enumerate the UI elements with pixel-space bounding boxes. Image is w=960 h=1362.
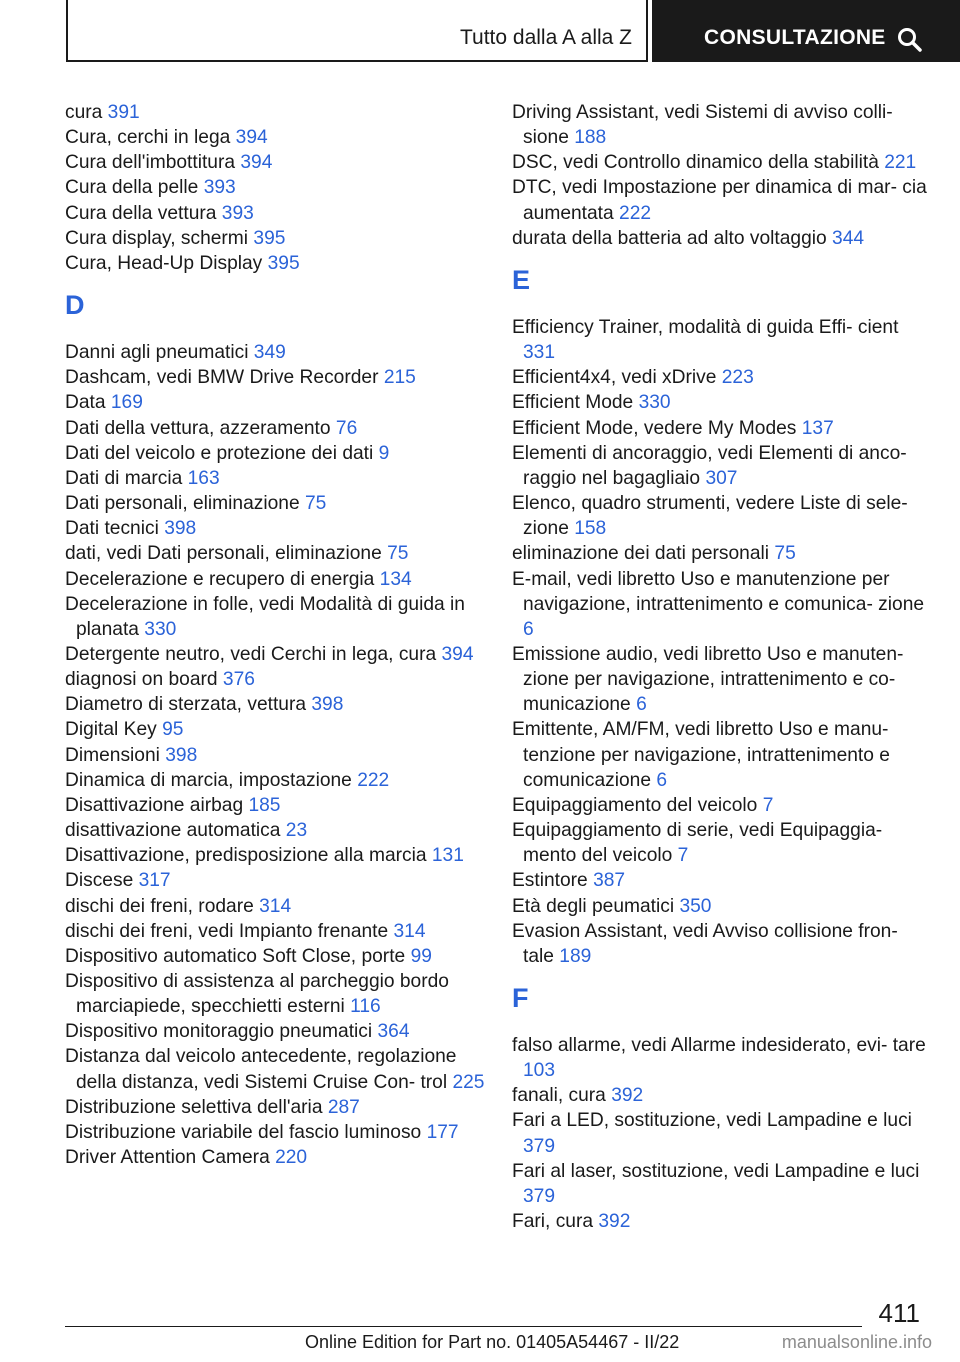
- entry-term: dati, vedi Dati personali, eliminazione: [65, 543, 382, 565]
- page-link[interactable]: 222: [357, 769, 390, 791]
- index-entry: [65, 1044, 485, 1094]
- section-title-box: [66, 0, 648, 62]
- index-entry: [512, 642, 932, 717]
- index-entry: [512, 1159, 932, 1209]
- index-entry: [512, 567, 932, 642]
- footer-divider: [65, 1326, 862, 1327]
- page-link[interactable]: 6: [636, 694, 647, 716]
- page-link[interactable]: 158: [574, 518, 607, 540]
- page-link[interactable]: 215: [383, 367, 416, 389]
- index-entry: [65, 1120, 485, 1145]
- page-link[interactable]: 188: [574, 127, 607, 149]
- page-link[interactable]: 314: [393, 920, 426, 942]
- entry-term: Disattivazione airbag: [65, 794, 244, 816]
- page-link[interactable]: 394: [235, 127, 268, 149]
- page-link[interactable]: 99: [410, 945, 432, 967]
- entry-term: Fari a LED, sostituzione, vedi Lampadine e luci: [512, 1110, 912, 1132]
- index-entry: [512, 1033, 932, 1083]
- entry-term: Decelerazione in folle, vedi Modalità di guida in planata: [65, 593, 465, 640]
- page-link[interactable]: 392: [611, 1085, 644, 1107]
- page-link[interactable]: 75: [387, 543, 409, 565]
- index-entry: [65, 743, 485, 768]
- entry-term: Dispositivo di assistenza al parcheggio bordo marciapiede, specchietti esterni: [65, 971, 449, 1018]
- index-entry: [512, 1209, 932, 1234]
- index-entry: [512, 491, 932, 541]
- page-link[interactable]: 395: [253, 227, 286, 249]
- index-entry: [65, 1145, 485, 1170]
- page-link[interactable]: 393: [221, 202, 254, 224]
- index-entry: [65, 416, 485, 441]
- entry-term: Disattivazione, predisposizione alla marcia: [65, 845, 427, 867]
- index-entry: [65, 365, 485, 390]
- index-entry: [65, 793, 485, 818]
- index-entry: [65, 516, 485, 541]
- index-entry: [65, 667, 485, 692]
- index-entry: [512, 541, 932, 566]
- index-entry: [65, 818, 485, 843]
- index-entry: [512, 441, 932, 491]
- index-entry: [512, 150, 932, 175]
- entry-term: Dispositivo monitoraggio pneumatici: [65, 1021, 373, 1043]
- entry-term: Detergente neutro, vedi Cerchi in lega, cura: [65, 643, 437, 665]
- page-link[interactable]: 220: [275, 1147, 308, 1169]
- index-entry: [512, 919, 932, 969]
- entry-term: Distribuzione variabile del fascio luminoso: [65, 1121, 422, 1143]
- page-link[interactable]: 393: [203, 177, 236, 199]
- index-entry: [65, 340, 485, 365]
- entry-term: Cura dell'imbottitura: [65, 152, 236, 174]
- page-link[interactable]: 376: [222, 669, 255, 691]
- entry-term: Digital Key: [65, 719, 157, 741]
- page-link[interactable]: 394: [441, 643, 474, 665]
- index-entry: [65, 567, 485, 592]
- index-entry: [65, 201, 485, 226]
- index-entry: [65, 717, 485, 742]
- page-number: 411: [878, 1298, 920, 1328]
- entry-term: Distribuzione selettiva dell'aria: [65, 1096, 323, 1118]
- page-link[interactable]: 23: [285, 820, 308, 842]
- entry-term: Dimensioni: [65, 744, 160, 766]
- index-entry: [65, 1095, 485, 1120]
- entry-term: falso allarme, vedi Allarme indesiderato, evi- tare: [512, 1035, 926, 1056]
- page-link[interactable]: 76: [335, 417, 358, 439]
- page-link[interactable]: 103: [523, 1060, 556, 1082]
- index-entry: [512, 175, 932, 225]
- section-letter: E: [512, 264, 531, 295]
- index-entry: [65, 894, 485, 919]
- page-link[interactable]: 330: [144, 618, 177, 640]
- index-entry: [65, 100, 485, 125]
- section-title: Tutto dalla A alla Z: [460, 26, 632, 49]
- index-entry: [65, 175, 485, 200]
- entry-term: dischi dei freni, rodare: [65, 895, 254, 917]
- entry-term: Efficiency Trainer, modalità di guida Effi- cient: [512, 316, 899, 338]
- entry-term: Emissione audio, vedi libretto Uso e manuten- zione per navigazione, intrattenimento e co- municazione: [512, 643, 904, 716]
- section-letter: D: [65, 290, 85, 321]
- page-link[interactable]: 391: [107, 102, 140, 123]
- entry-term: Diametro di sterzata, vettura: [65, 694, 307, 716]
- page-link[interactable]: 387: [593, 870, 626, 892]
- search-icon: [897, 27, 923, 53]
- entry-term: Emittente, AM/FM, vedi libretto Uso e manu- tenzione per navigazione, intrattenimento e comunicazione: [512, 719, 890, 791]
- entry-term: Dashcam, vedi BMW Drive Recorder: [65, 367, 379, 389]
- page-link[interactable]: 379: [523, 1185, 556, 1207]
- index-entry: [65, 466, 485, 491]
- entry-term: Cura display, schermi: [65, 227, 249, 249]
- entry-term: Equipaggiamento del veicolo: [512, 794, 758, 816]
- entry-term: Driving Assistant, vedi Sistemi di avviso colli- sione: [512, 102, 893, 149]
- index-column-left: [65, 100, 485, 1170]
- entry-term: Dati della vettura, azzeramento: [65, 417, 331, 439]
- page-link[interactable]: 222: [619, 202, 652, 224]
- entry-term: Danni agli pneumatici: [65, 342, 249, 364]
- index-entry: [512, 818, 932, 868]
- page-link[interactable]: 116: [350, 996, 381, 1018]
- entry-term: DTC, vedi Impostazione per dinamica di mar- cia aumentata: [512, 177, 927, 224]
- page-link[interactable]: 331: [523, 342, 556, 364]
- page-link[interactable]: 314: [259, 895, 292, 917]
- page-link[interactable]: 344: [832, 227, 865, 249]
- entry-term: DSC, vedi Controllo dinamico della stabilità: [512, 152, 879, 174]
- page-link[interactable]: 379: [523, 1135, 556, 1157]
- page-link[interactable]: 395: [267, 252, 300, 274]
- page-link[interactable]: 134: [379, 568, 412, 590]
- page-link[interactable]: 398: [165, 744, 198, 766]
- entry-term: Dati tecnici: [65, 518, 159, 540]
- index-entry: [65, 919, 485, 944]
- entry-term: Driver Attention Camera: [65, 1147, 270, 1169]
- page-link[interactable]: 163: [187, 467, 220, 489]
- consultazione-label: CONSULTAZIONE: [704, 26, 886, 49]
- entry-term: durata della batteria ad alto voltaggio: [512, 227, 827, 249]
- index-entry: [512, 365, 932, 390]
- entry-term: Elenco, quadro strumenti, vedere Liste di sele- zione: [512, 493, 908, 540]
- page-link[interactable]: 6: [523, 618, 534, 640]
- entry-term: Cura della pelle: [65, 177, 199, 199]
- index-entry: [65, 491, 485, 516]
- index-entry: [512, 390, 932, 415]
- entry-term: Fari al laser, sostituzione, vedi Lampadine e luci: [512, 1160, 920, 1182]
- entry-term: Evasion Assistant, vedi Avviso collisione fron- tale: [512, 920, 898, 967]
- page-link[interactable]: 225: [452, 1071, 485, 1093]
- entry-term: Elementi di ancoraggio, vedi Elementi di anco- raggio nel bagagliaio: [512, 442, 907, 489]
- entry-term: Efficient4x4, vedi xDrive: [512, 367, 717, 389]
- entry-term: Dati del veicolo e protezione dei dati: [65, 442, 374, 464]
- page-link[interactable]: 392: [598, 1211, 631, 1233]
- entry-term: Distanza dal veicolo antecedente, regolazione della distanza, vedi Sistemi Cruise Con- trol: [65, 1046, 457, 1093]
- index-entry: [65, 944, 485, 969]
- page-link[interactable]: 7: [762, 794, 774, 816]
- page-link[interactable]: 75: [774, 543, 796, 565]
- index-entry: [65, 251, 485, 276]
- index-entry: [65, 642, 485, 667]
- entry-term: Cura, cerchi in lega: [65, 127, 231, 149]
- entry-term: dischi dei freni, vedi Impianto frenante: [65, 920, 389, 942]
- page-link[interactable]: 131: [431, 845, 464, 867]
- entry-term: Fari, cura: [512, 1211, 594, 1233]
- page-link[interactable]: 137: [801, 417, 834, 439]
- entry-term: Cura, Head-Up Display: [65, 252, 263, 274]
- entry-term: disattivazione automatica: [65, 820, 281, 842]
- index-entry: [65, 226, 485, 251]
- entry-term: Età degli peumatici: [512, 895, 675, 917]
- entry-term: Dispositivo automatico Soft Close, porte: [65, 945, 406, 967]
- entry-term: Estintore: [512, 870, 588, 892]
- entry-term: Efficient Mode: [512, 392, 634, 414]
- index-entry: [512, 868, 932, 893]
- page-link[interactable]: 95: [162, 719, 184, 741]
- entry-term: Efficient Mode, vedere My Modes: [512, 417, 797, 439]
- page-link[interactable]: 317: [138, 870, 171, 892]
- page-link[interactable]: 7: [677, 845, 689, 867]
- page-link[interactable]: 75: [304, 493, 327, 515]
- page-link[interactable]: 9: [378, 442, 390, 464]
- index-entry: [65, 969, 485, 1019]
- index-entry: [512, 717, 932, 792]
- index-entry: [65, 1019, 485, 1044]
- page-link[interactable]: 287: [327, 1096, 360, 1118]
- page-link[interactable]: 177: [426, 1121, 459, 1143]
- entry-term: E-mail, vedi libretto Uso e manutenzione per navigazione, intrattenimento e comunica- zione: [512, 568, 925, 615]
- page-link[interactable]: 221: [884, 152, 917, 174]
- index-entry: [512, 416, 932, 441]
- entry-term: cura: [65, 102, 103, 123]
- index-entry: [512, 1108, 932, 1158]
- page-link[interactable]: 398: [164, 518, 197, 540]
- entry-term: eliminazione dei dati personali: [512, 543, 770, 565]
- entry-term: Discese: [65, 870, 134, 892]
- index-entry: [512, 100, 932, 150]
- index-entry: [512, 1083, 932, 1108]
- page-link[interactable]: 330: [638, 392, 671, 414]
- page-link[interactable]: 349: [253, 342, 286, 364]
- page-link[interactable]: 350: [679, 895, 712, 917]
- page-link[interactable]: 6: [656, 769, 668, 791]
- page-link[interactable]: 398: [311, 694, 344, 716]
- entry-term: Dati personali, eliminazione: [65, 493, 300, 515]
- index-entry: [512, 793, 932, 818]
- entry-term: diagnosi on board: [65, 669, 218, 691]
- index-entry: [65, 125, 485, 150]
- entry-term: Equipaggiamento di serie, vedi Equipaggia- mento del veicolo: [512, 820, 883, 867]
- page-header: [0, 0, 960, 66]
- page-link[interactable]: 223: [721, 367, 754, 389]
- page-link[interactable]: 169: [110, 392, 143, 414]
- entry-term: Dinamica di marcia, impostazione: [65, 769, 352, 791]
- entry-term: Dati di marcia: [65, 467, 183, 489]
- page-link[interactable]: 394: [240, 152, 273, 174]
- index-entry: [512, 315, 932, 365]
- edition-info: Online Edition for Part no. 01405A54467 - II/22: [305, 1332, 680, 1352]
- watermark: manualsonline.info: [781, 1332, 932, 1352]
- page-link[interactable]: 364: [377, 1021, 410, 1043]
- consultazione-tab[interactable]: [652, 0, 960, 62]
- index-entry: [65, 592, 485, 642]
- index-entry: [65, 441, 485, 466]
- index-entry: [65, 692, 485, 717]
- entry-term: fanali, cura: [512, 1085, 606, 1107]
- index-entry: [65, 868, 485, 893]
- page-link[interactable]: 189: [559, 945, 592, 967]
- index-entry: [512, 226, 932, 251]
- index-entry: [65, 843, 485, 868]
- page-link[interactable]: 185: [248, 794, 281, 816]
- section-letter: F: [512, 983, 529, 1013]
- index-entry: [65, 768, 485, 793]
- entry-term: Data: [65, 392, 106, 414]
- index-entry: [65, 541, 485, 566]
- index-entry: [65, 390, 485, 415]
- index-entry: [512, 894, 932, 919]
- index-entry: [65, 150, 485, 175]
- page-link[interactable]: 307: [705, 467, 738, 489]
- index-column-right: [512, 100, 932, 1234]
- entry-term: Decelerazione e recupero di energia: [65, 568, 375, 590]
- entry-term: Cura della vettura: [65, 202, 217, 224]
